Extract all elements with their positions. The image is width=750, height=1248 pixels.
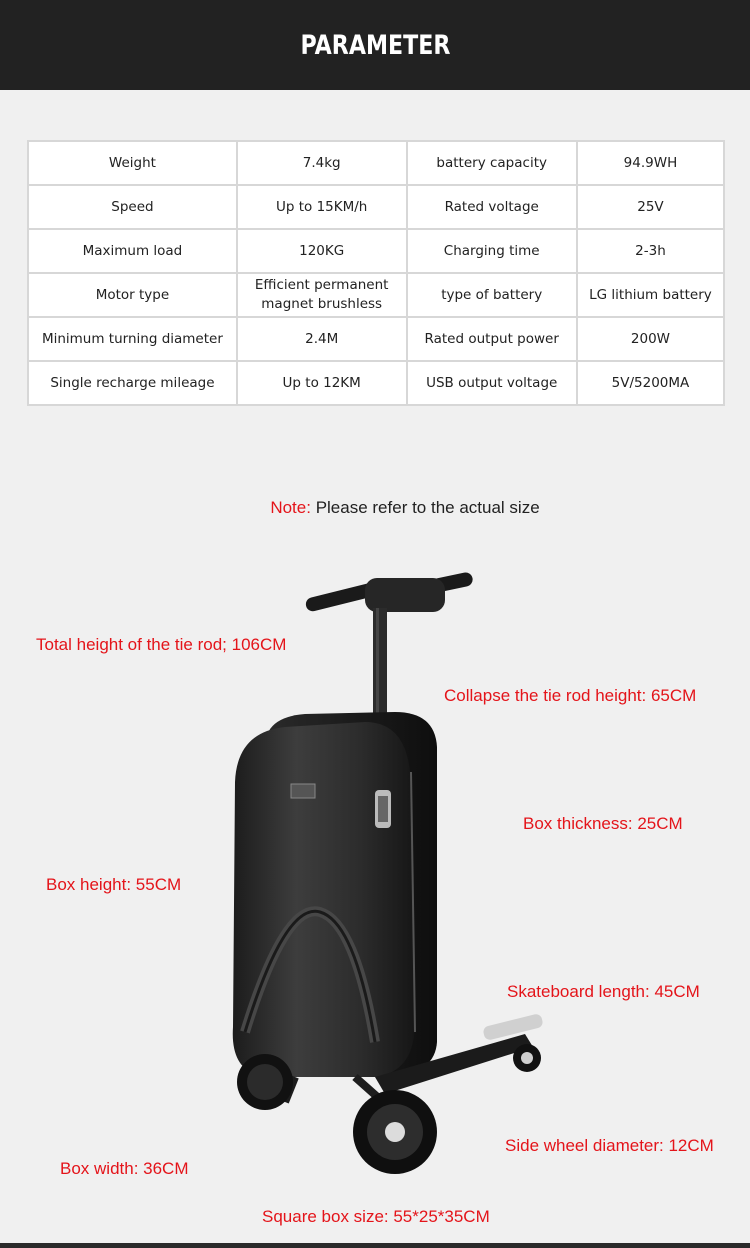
annotation-box-thickness: Box thickness: 25CM — [523, 814, 683, 833]
table-cell: Up to 12KM — [237, 361, 407, 405]
annotation-skateboard-length: Skateboard length: 45CM — [507, 982, 700, 1001]
annotation-square-box: Square box size: 55*25*35CM — [262, 1207, 490, 1226]
table-cell: Up to 15KM/h — [237, 185, 407, 229]
note-label: Note: — [270, 498, 311, 517]
table-cell: Efficient permanent magnet brushless — [237, 273, 407, 317]
table-cell: Weight — [28, 141, 237, 185]
table-cell: 200W — [577, 317, 724, 361]
page-title: PARAMETER — [300, 29, 450, 61]
table-cell: Maximum load — [28, 229, 237, 273]
table-cell: USB output voltage — [407, 361, 577, 405]
table-row — [28, 229, 724, 273]
table-cell: Speed — [28, 185, 237, 229]
table-cell: type of battery — [407, 273, 577, 317]
table-cell: Single recharge mileage — [28, 361, 237, 405]
bottom-divider — [0, 1243, 750, 1248]
table-cell: Rated voltage — [407, 185, 577, 229]
table-cell: LG lithium battery — [577, 273, 724, 317]
annotation-side-wheel: Side wheel diameter: 12CM — [505, 1136, 714, 1155]
table-row — [28, 185, 724, 229]
table-cell: 94.9WH — [577, 141, 724, 185]
annotation-total-height: Total height of the tie rod; 106CM — [36, 635, 287, 654]
size-note — [0, 498, 750, 518]
table-row — [28, 361, 724, 405]
table-cell: battery capacity — [407, 141, 577, 185]
note-text: Please refer to the actual size — [310, 498, 540, 517]
table-cell: Rated output power — [407, 317, 577, 361]
table-row — [28, 141, 724, 185]
table-cell: Motor type — [28, 273, 237, 317]
table-cell: 25V — [577, 185, 724, 229]
annotation-collapse-height: Collapse the tie rod height: 65CM — [444, 686, 697, 705]
spec-table — [27, 140, 725, 406]
page-header — [0, 0, 750, 90]
suitcase-scooter-image — [225, 572, 555, 1182]
annotation-box-width: Box width: 36CM — [60, 1159, 189, 1178]
table-cell: Charging time — [407, 229, 577, 273]
table-cell: 120KG — [237, 229, 407, 273]
table-cell: 7.4kg — [237, 141, 407, 185]
table-cell: 2-3h — [577, 229, 724, 273]
table-cell: 2.4M — [237, 317, 407, 361]
table-row — [28, 317, 724, 361]
table-row — [28, 273, 724, 317]
table-cell: 5V/5200MA — [577, 361, 724, 405]
table-cell: Minimum turning diameter — [28, 317, 237, 361]
annotation-box-height: Box height: 55CM — [46, 875, 182, 894]
